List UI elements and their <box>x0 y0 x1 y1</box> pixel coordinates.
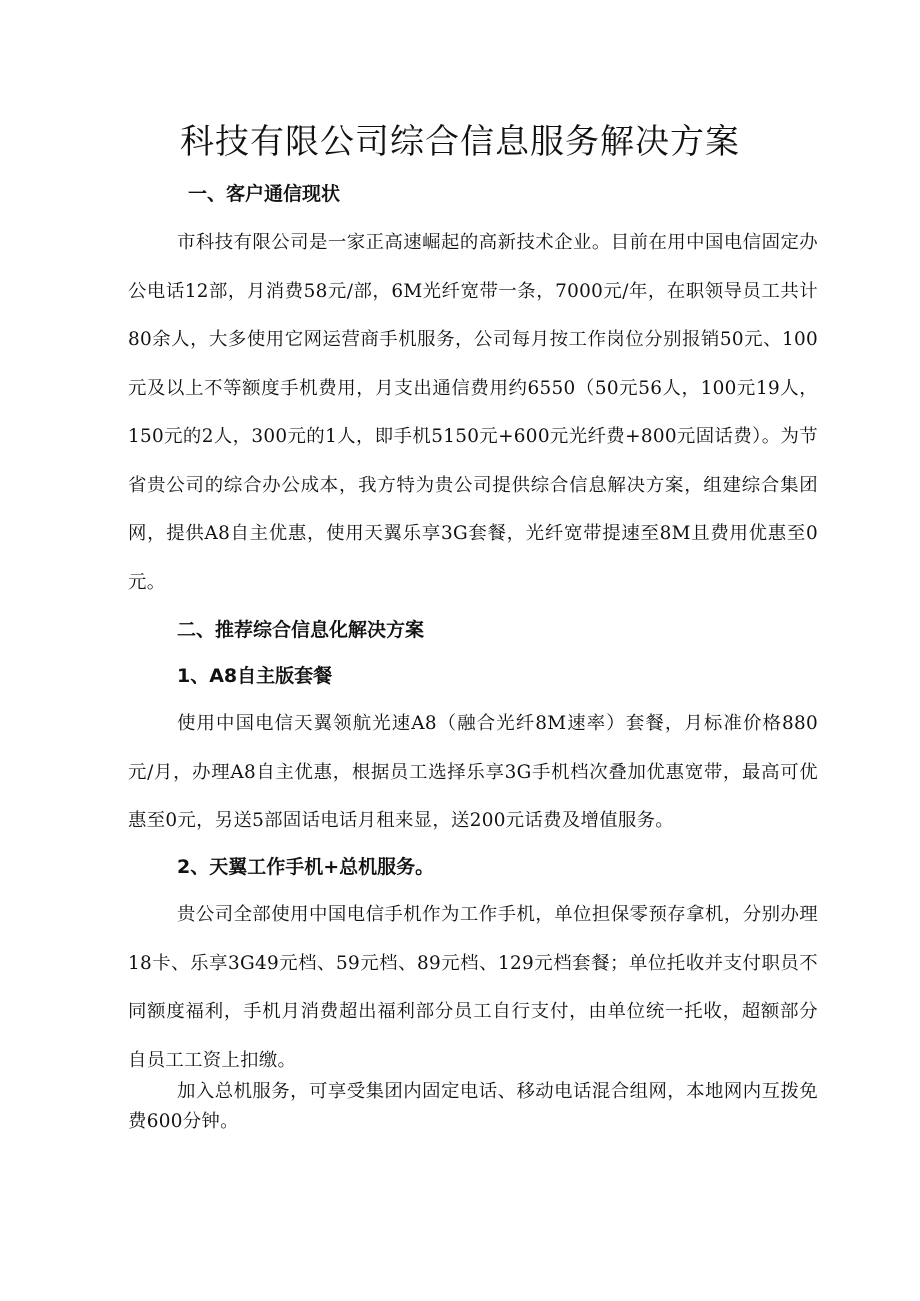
section-1-heading: 一、客户通信现状 <box>188 183 341 205</box>
document-title: 科技有限公司综合信息服务解决方案 <box>180 122 740 162</box>
subsection-2-paragraph-2: 加入总机服务，可享受集团内固定电话、移动电话混合组网，本地网内互拨免费600分钟。 <box>128 1081 818 1132</box>
subsection-2-heading: 2、天翼工作手机+总机服务。 <box>177 856 435 878</box>
subsection-1-heading: 1、A8自主版套餐 <box>177 665 333 687</box>
section-2-heading: 二、推荐综合信息化解决方案 <box>177 619 425 641</box>
section-1-paragraph: 市科技有限公司是一家正高速崛起的高新技术企业。目前在用中国电信固定办公电话12部，月消费58元/部，6M光纤宽带一条，7000元/年，在职领导员工共计80余人，大多使用它网运营商手机服务，公司每月按工作岗位分别报销50元、100元及以上不等额度手机费用，月支出通信费用约6550（50元56人，100元19人，150元的2人，300元的1人，即手机5150元+600元光纤费+800元固话费）。为节省贵公司的综合办公成本，我方特为贵公司提供综合信息解决方案，组建综合集团网，提供A8自主优惠，使用天翼乐享3G套餐，光纤宽带提速至8M且费用优惠至0元。 <box>128 232 818 593</box>
subsection-2-paragraph-1: 贵公司全部使用中国电信手机作为工作手机，单位担保零预存拿机，分别办理18卡、乐享3G49元档、59元档、89元档、129元档套餐；单位托收并支付职员不同额度福利，手机月消费超出福利部分员工自行支付，由单位统一托收，超额部分自员工工资上扣缴。 <box>128 904 818 1071</box>
subsection-1-paragraph: 使用中国电信天翼领航光速A8（融合光纤8M速率）套餐，月标准价格880元/月，办理A8自主优惠，根据员工选择乐享3G手机档次叠加优惠宽带，最高可优惠至0元，另送5部固话电话月租来显，送200元话费及增值服务。 <box>128 713 818 831</box>
